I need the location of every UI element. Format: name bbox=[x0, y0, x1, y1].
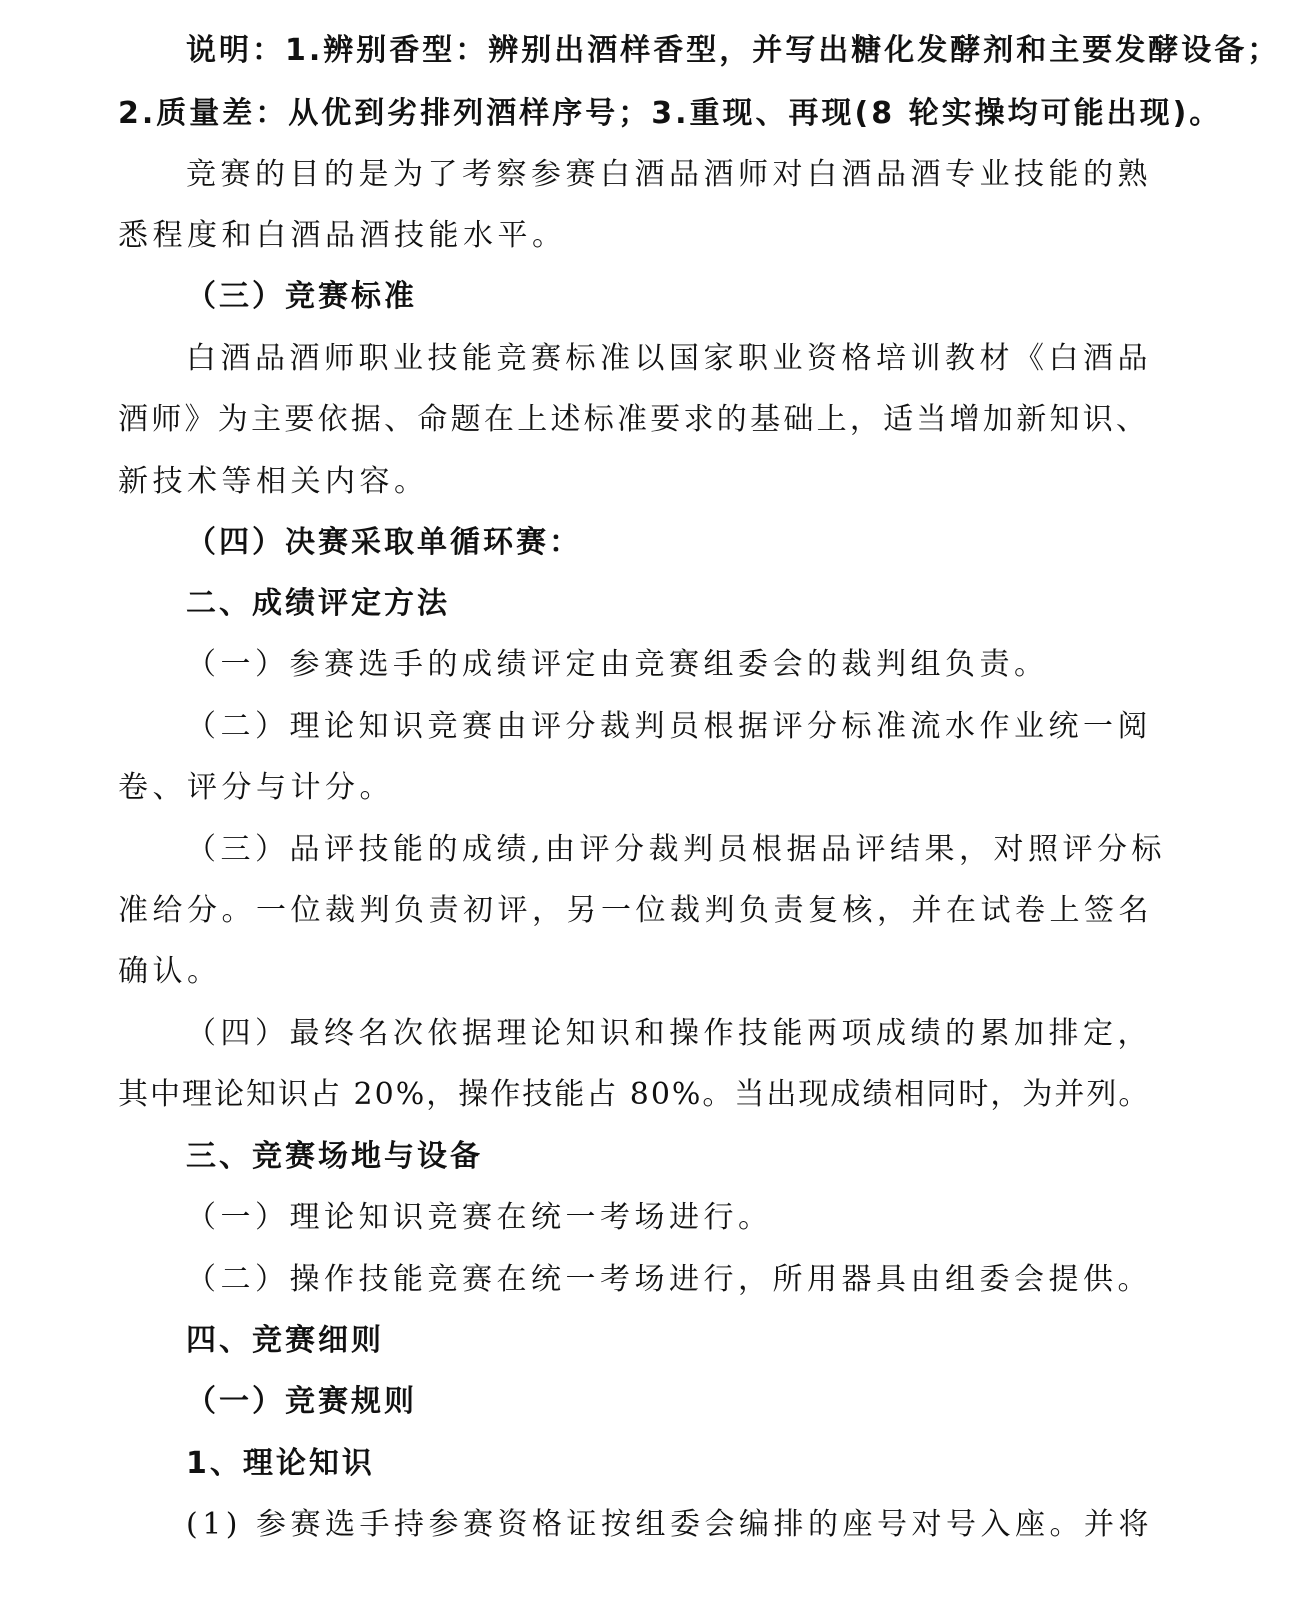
paragraph-line: 酒师》为主要依据、命题在上述标准要求的基础上，适当增加新知识、 bbox=[118, 402, 1148, 437]
paragraph-line: 白酒品酒师职业技能竞赛标准以国家职业资格培训教材《白酒品 bbox=[186, 341, 1152, 376]
instruction-line-2: 2.质量差：从优到劣排列酒样序号；3.重现、再现(8 轮实操均可能出现)。 bbox=[118, 96, 1223, 131]
subheading-competition-standard: （三）竞赛标准 bbox=[186, 279, 417, 314]
section-heading-rules: 四、竞赛细则 bbox=[186, 1323, 384, 1358]
paragraph-line: 准给分。一位裁判负责初评，另一位裁判负责复核，并在试卷上签名 bbox=[118, 893, 1153, 928]
paragraph-line: 悉程度和白酒品酒技能水平。 bbox=[118, 218, 567, 253]
paragraph-line: (1) 参赛选手持参赛资格证按组委会编排的座号对号入座。并将 bbox=[186, 1507, 1154, 1542]
paragraph-line: 竞赛的目的是为了考察参赛白酒品酒师对白酒品酒专业技能的熟 bbox=[186, 157, 1152, 192]
paragraph-line: （二）理论知识竞赛由评分裁判员根据评分标准流水作业统一阅 bbox=[186, 709, 1152, 744]
section-heading-venue: 三、竞赛场地与设备 bbox=[186, 1139, 483, 1174]
instruction-line-1: 说明：1.辨别香型：辨别出酒样香型，并写出糖化发酵剂和主要发酵设备； bbox=[186, 33, 1281, 68]
subheading-final-round: （四）决赛采取单循环赛： bbox=[186, 525, 582, 560]
subheading-competition-rules: （一）竞赛规则 bbox=[186, 1384, 417, 1419]
paragraph-line: 卷、评分与计分。 bbox=[118, 770, 394, 805]
paragraph-line: 确认。 bbox=[118, 954, 222, 989]
paragraph-line: 新技术等相关内容。 bbox=[118, 464, 429, 499]
subheading-theory: 1、理论知识 bbox=[186, 1446, 375, 1481]
paragraph-line: （二）操作技能竞赛在统一考场进行，所用器具由组委会提供。 bbox=[186, 1262, 1152, 1297]
paragraph-line: 其中理论知识占 20%，操作技能占 80%。当出现成绩相同时，为并列。 bbox=[118, 1077, 1151, 1112]
paragraph-line: （一）参赛选手的成绩评定由竞赛组委会的裁判组负责。 bbox=[186, 647, 1049, 682]
section-heading-scoring: 二、成绩评定方法 bbox=[186, 586, 450, 621]
paragraph-line: （一）理论知识竞赛在统一考场进行。 bbox=[186, 1200, 773, 1235]
paragraph-line: （四）最终名次依据理论知识和操作技能两项成绩的累加排定， bbox=[186, 1016, 1152, 1051]
paragraph-line: （三）品评技能的成绩,由评分裁判员根据品评结果，对照评分标 bbox=[186, 832, 1167, 867]
